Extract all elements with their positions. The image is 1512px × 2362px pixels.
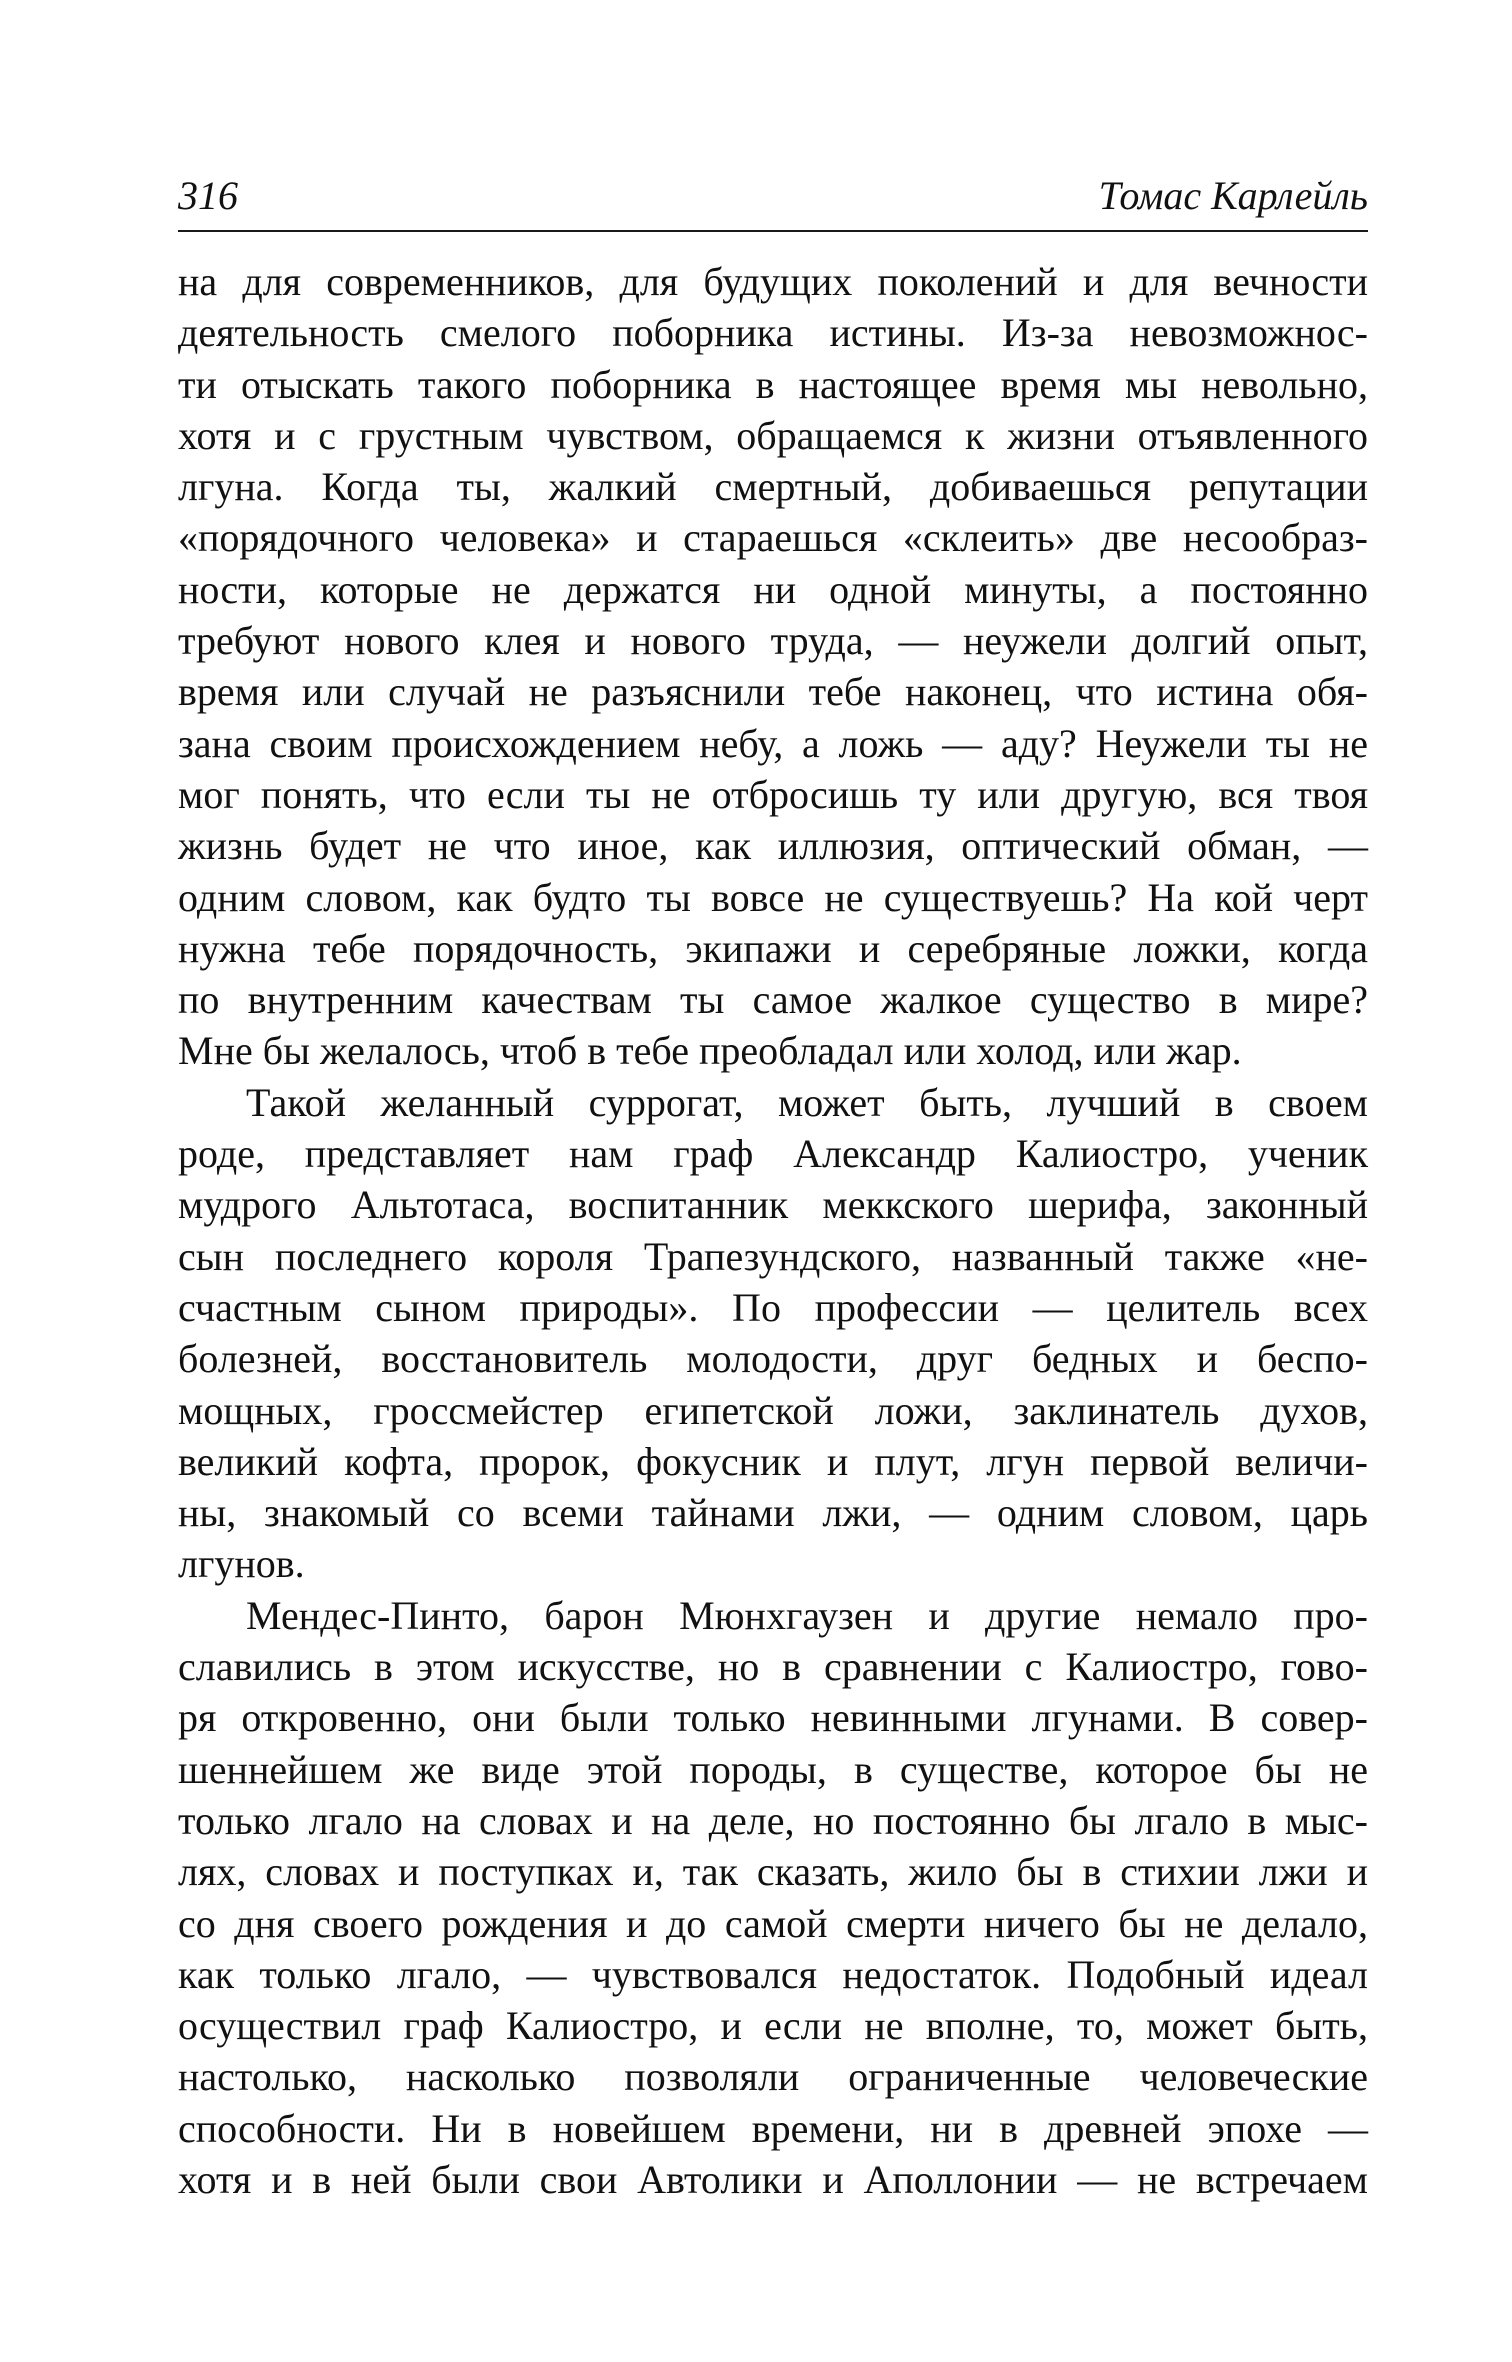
text-line: мудрого Альтотаса, воспитанник меккского шерифа, законный	[178, 1182, 1368, 1228]
text-line: шеннейшем же виде этой породы, в существе, которое бы не	[178, 1746, 1368, 1792]
text-line: ности, которые не держатся ни одной минуты, а постоянно	[178, 566, 1368, 612]
page-number: 316	[178, 173, 238, 218]
text-line: на для современников, для будущих поколений и для вечности	[178, 259, 1368, 304]
text-line: как только лгало, — чувствовался недостаток. Подобный идеал	[178, 1951, 1368, 1997]
text-line: Такой желанный суррогат, может быть, лучший в своем	[246, 1079, 1368, 1125]
text-line: настолько, насколько позволяли ограниченные человеческие	[178, 2054, 1368, 2100]
text-line: хотя и в ней были свои Автолики и Аполлонии — не встречаем	[178, 2156, 1368, 2202]
text-line: одним словом, как будто ты вовсе не существуешь? На кой черт	[178, 874, 1368, 920]
text-line: Мендес-Пинто, барон Мюнхгаузен и другие немало про-	[246, 1592, 1368, 1638]
text-line: счастным сыном природы». По профессии — целитель всех	[178, 1284, 1368, 1330]
text-line: лгунов.	[178, 1541, 305, 1587]
text-line: болезней, восстановитель молодости, друг бедных и беспо-	[178, 1336, 1368, 1382]
text-line: время или случай не разъяснили тебе наконец, что истина обя-	[178, 669, 1368, 715]
text-line: осуществил граф Калиостро, и если не вполне, то, может быть,	[178, 2003, 1368, 2049]
text-line: по внутренним качествам ты самое жалкое существо в мире?	[178, 977, 1368, 1023]
text-line: роде, представляет нам граф Александр Калиостро, ученик	[178, 1131, 1368, 1177]
text-line: славились в этом искусстве, но в сравнении с Калиостро, гово-	[178, 1644, 1368, 1690]
text-line: ря откровенно, они были только невинными лгунами. В совер-	[178, 1695, 1368, 1741]
text-line: только лгало на словах и на деле, но постоянно бы лгало в мыс-	[178, 1797, 1368, 1843]
text-line: способности. Ни в новейшем времени, ни в древней эпохе —	[178, 2105, 1368, 2151]
running-head-author: Томас Карлейль	[1098, 173, 1368, 218]
text-line: нужна тебе порядочность, экипажи и серебряные ложки, когда	[178, 925, 1368, 971]
text-line: «порядочного человека» и стараешься «склеить» две несообраз-	[178, 515, 1368, 561]
text-line: хотя и с грустным чувством, обращаемся к жизни отъявленного	[178, 412, 1368, 458]
text-line: зана своим происхождением небу, а ложь — аду? Неужели ты не	[178, 720, 1368, 766]
text-line: мог понять, что если ты не отбросишь ту или другую, вся твоя	[178, 771, 1368, 817]
text-line: ти отыскать такого поборника в настоящее время мы невольно,	[178, 361, 1368, 407]
text-line: деятельность смелого поборника истины. Из-за невозможнос-	[178, 310, 1368, 356]
running-head	[178, 170, 1368, 232]
text-line: лгуна. Когда ты, жалкий смертный, добиваешься репутации	[178, 464, 1368, 510]
text-line: ны, знакомый со всеми тайнами лжи, — одним словом, царь	[178, 1490, 1368, 1536]
body-text	[178, 256, 1368, 2205]
text-line: со дня своего рождения и до самой смерти ничего бы не делало,	[178, 1900, 1368, 1946]
text-line: Мне бы желалось, чтоб в тебе преобладал или холод, или жар.	[178, 1028, 1242, 1074]
text-line: требуют нового клея и нового труда, — неужели долгий опыт,	[178, 618, 1368, 664]
text-line: сын последнего короля Трапезундского, названный также «не-	[178, 1233, 1368, 1279]
text-line: лях, словах и поступках и, так сказать, жило бы в стихии лжи и	[178, 1849, 1368, 1895]
text-line: великий кофта, пророк, фокусник и плут, лгун первой величи-	[178, 1438, 1368, 1484]
text-line: жизнь будет не что иное, как иллюзия, оптический обман, —	[178, 823, 1368, 869]
text-line: мощных, гроссмейстер египетской ложи, заклинатель духов,	[178, 1387, 1368, 1433]
